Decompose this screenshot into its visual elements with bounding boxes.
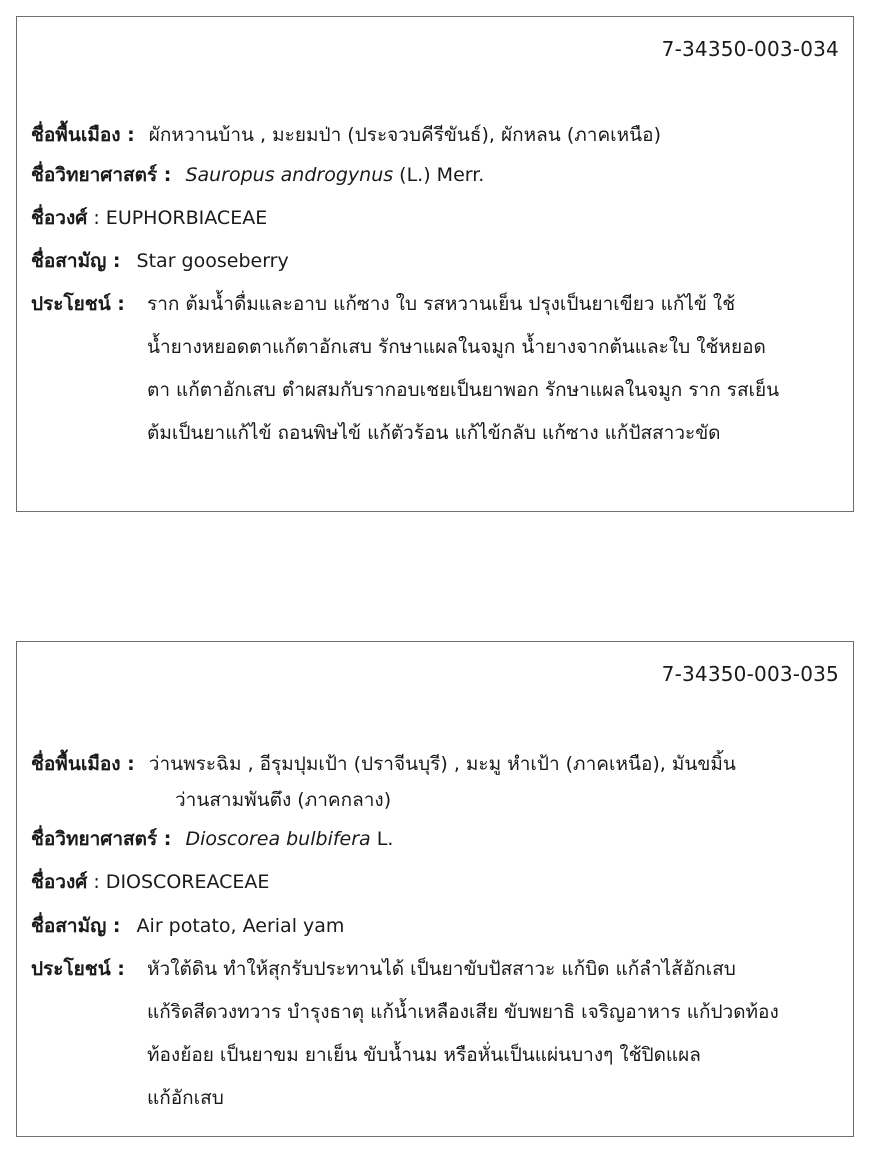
family-value: : DIOSCOREACEAE	[87, 871, 270, 893]
benefit-line: ท้องย้อย เป็นยาขม ยาเย็น ขับน้ำนม หรือหั่นเป็นแผ่นบางๆ ใช้ปิดแผล	[147, 1044, 701, 1066]
scientific-name-author: (L.) Merr.	[393, 164, 485, 186]
benefit-label: ประโยชน์ :	[31, 293, 125, 315]
local-name-row-2	[175, 785, 839, 815]
local-name-value-2: ว่านสามพันตึง (ภาคกลาง)	[175, 789, 392, 811]
family-value: : EUPHORBIACEAE	[87, 207, 268, 229]
local-name-label: ชื่อพื้นเมือง :	[31, 753, 135, 775]
common-name-label: ชื่อสามัญ :	[31, 915, 121, 937]
benefit-line: หัวใต้ดิน ทำให้สุกรับประทานได้ เป็นยาขับปัสสาวะ แก้บิด แก้ลำไส้อักเสบ	[147, 958, 736, 980]
common-name-label: ชื่อสามัญ :	[31, 250, 121, 272]
benefit-line: แก้อักเสบ	[147, 1087, 224, 1109]
family-label: ชื่อวงศ์	[31, 207, 88, 229]
specimen-code: 7-34350-003-034	[661, 37, 839, 61]
benefit-line: แก้ริดสีดวงทวาร บำรุงธาตุ แก้น้ำเหลืองเสีย ขับพยาธิ เจริญอาหาร แก้ปวดท้อง	[147, 1001, 779, 1023]
benefit-label: ประโยชน์ :	[31, 958, 125, 980]
benefit-line: ต้มเป็นยาแก้ไข้ ถอนพิษไข้ แก้ตัวร้อน แก้ไข้กลับ แก้ซาง แก้ปัสสาวะขัด	[147, 422, 721, 444]
scientific-name-author: L.	[370, 828, 394, 850]
local-name-row	[31, 120, 839, 150]
common-name-value: Star gooseberry	[136, 250, 289, 272]
benefit-line: ราก ต้มน้ำดื่มและอาบ แก้ซาง ใบ รสหวานเย็น ปรุงเป็นยาเขียว แก้ไข้ ใช้	[147, 293, 736, 315]
benefit-line: น้ำยางหยอดตาแก้ตาอักเสบ รักษาแผลในจมูก น้ำยางจากต้นและใบ ใช้หยอด	[147, 336, 766, 358]
specimen-card-034	[16, 16, 854, 512]
scientific-name-label: ชื่อวิทยาศาสตร์ :	[31, 828, 172, 850]
common-name-row	[31, 246, 839, 276]
benefit-text	[147, 283, 847, 455]
common-name-value: Air potato, Aerial yam	[136, 915, 345, 937]
common-name-row	[31, 911, 839, 941]
local-name-value: ผักหวานบ้าน , มะยมป่า (ประจวบคีรีขันธ์), ผักหลน (ภาคเหนือ)	[148, 124, 661, 146]
family-row	[31, 203, 839, 233]
scientific-name-row	[31, 160, 839, 190]
benefit-line: ตา แก้ตาอักเสบ ตำผสมกับรากอบเชยเป็นยาพอก รักษาแผลในจมูก ราก รสเย็น	[147, 379, 780, 401]
benefit-text	[147, 948, 847, 1120]
scientific-name-italic: Sauropus androgynus	[185, 164, 394, 186]
local-name-label: ชื่อพื้นเมือง :	[31, 124, 135, 146]
specimen-code: 7-34350-003-035	[661, 662, 839, 686]
scientific-name-italic: Dioscorea bulbifera	[185, 828, 371, 850]
local-name-row	[31, 749, 839, 779]
family-row	[31, 867, 839, 897]
scientific-name-row	[31, 824, 839, 854]
scientific-name-label: ชื่อวิทยาศาสตร์ :	[31, 164, 172, 186]
family-label: ชื่อวงศ์	[31, 871, 88, 893]
local-name-value: ว่านพระฉิม , อีรุมปุมเป้า (ปราจีนบุรี) , มะมู หำเป้า (ภาคเหนือ), มันขมิ้น	[148, 753, 736, 775]
specimen-card-035	[16, 641, 854, 1137]
